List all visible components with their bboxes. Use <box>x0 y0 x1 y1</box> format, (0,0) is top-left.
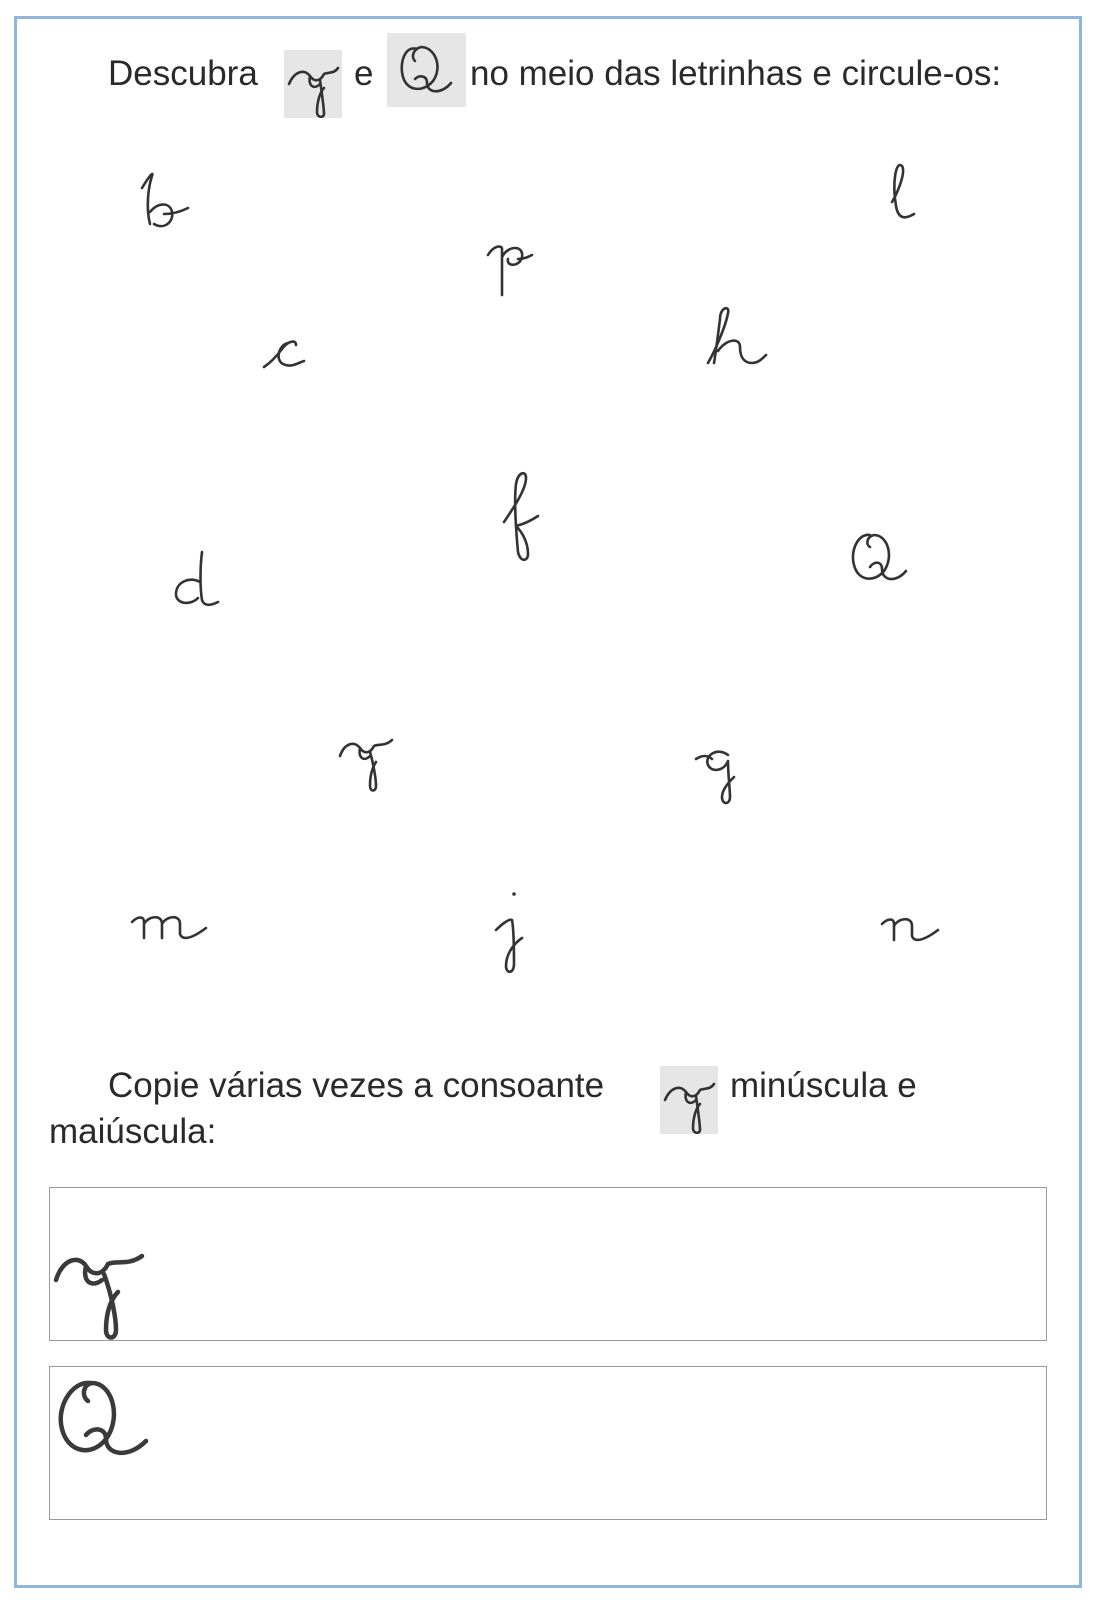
cursive-Q-icon <box>387 33 466 107</box>
instruction-2-line2: maiúscula: <box>49 1112 217 1151</box>
letter-j <box>492 890 532 976</box>
practice-Q-upper <box>52 1371 152 1471</box>
letter-c <box>262 333 306 373</box>
letter-m <box>130 910 208 946</box>
practice-q-lower <box>52 1236 148 1342</box>
page-frame <box>14 16 1082 1588</box>
letter-g <box>694 741 750 807</box>
cursive-q-icon <box>284 50 342 118</box>
letter-d <box>170 548 222 610</box>
practice-box-lowercase[interactable] <box>49 1187 1047 1341</box>
cursive-q-icon <box>660 1066 718 1134</box>
instruction-2-start: Copie várias vezes a consoante <box>108 1066 605 1105</box>
letter-f <box>498 470 542 564</box>
chip-q-lower-2 <box>660 1066 718 1134</box>
chip-Q-upper <box>387 33 466 107</box>
instruction-2-end: minúscula e <box>730 1066 917 1105</box>
letter-Q <box>848 527 912 591</box>
letter-p <box>484 233 534 301</box>
letter-n <box>880 914 940 948</box>
letter-l <box>888 162 922 226</box>
letter-h <box>706 305 768 369</box>
practice-box-uppercase[interactable] <box>49 1366 1047 1520</box>
chip-q-lower <box>284 50 342 118</box>
letter-b <box>138 168 198 234</box>
letter-q <box>336 728 398 794</box>
instruction-1-end: no meio das letrinhas e circule-os: <box>470 54 1002 93</box>
instruction-1-middle: e <box>354 54 374 93</box>
instruction-1-start: Descubra <box>108 54 258 93</box>
